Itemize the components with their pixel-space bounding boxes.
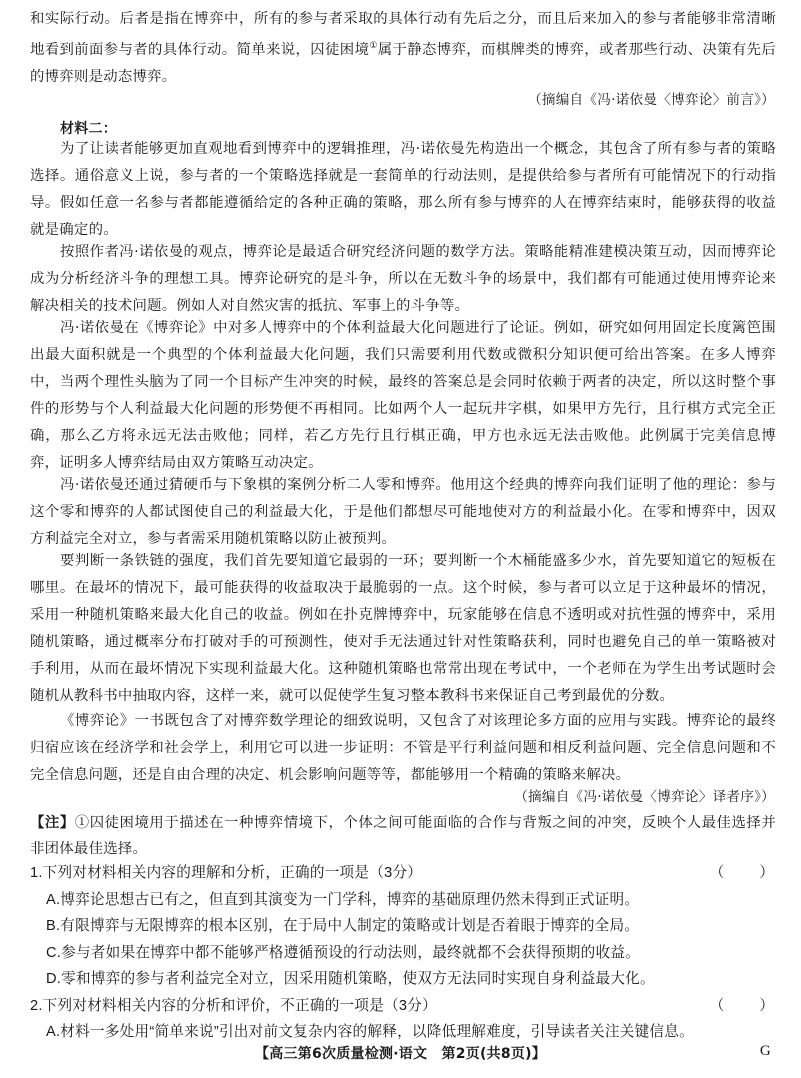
material-2-paragraph: 为了让读者能够更加直观地看到博弈中的逻辑推理，冯·诺依曼先构造出一个概念，其包含了所有参与者的策略选择。通俗意义上说，参与者的一个策略选择就是一套简单的行动法则，是提供给参与者所有可能情况下的行动指导。假如任意一名参与者都能遵循给定的各种正确的策略，那么所有参与博弈的人在博弈结束时，能够获得的收益就是确定的。: [30, 141, 776, 238]
answer-blank-1[interactable]: （ ）: [709, 865, 776, 881]
answer-blank-2[interactable]: （ ）: [709, 998, 776, 1014]
footnote: [30, 810, 776, 862]
material-2-heading: 材料二：: [60, 121, 117, 137]
option-1a[interactable]: A.博弈论思想古已有之，但直到其演变为一门学科，博弈的基础原理仍然未得到正式证明。: [46, 892, 640, 908]
footer-code: G: [759, 1043, 771, 1059]
source-citation-1: （摘编自《冯·诺依曼〈博弈论〉前言》）: [528, 92, 775, 108]
question-1-stem: 1.下列对材料相关内容的理解和分析，正确的一项是（3分）: [30, 865, 423, 881]
option-1d[interactable]: D.零和博弈的参与者利益完全对立，因采用随机策略，使双方无法同时实现自身利益最大化。: [46, 971, 655, 987]
footnote-marker: ①: [369, 41, 378, 51]
material-2-paragraph: 冯·诺依曼还通过猜硬币与下象棋的案例分析二人零和博弈。他用这个经典的博弈向我们证明了他的理论：参与这个零和博弈的人都试图使自己的利益最大化，于是他们都想尽可能地使对方的利益最小化。在零和博弈中，因双方利益完全对立，参与者需采用随机策略以防止被预判。: [30, 477, 776, 547]
material-2-paragraph: 《博弈论》一书既包含了对博弈数学理论的细致说明，又包含了对该理论多方面的应用与实践。博弈论的最终归宿应该在经济学和社会学上，利用它可以进一步证明：不管是平行利益问题和相反利益问题、完全信息问题和不完全信息问题，还是自由合理的决定、机会影响问题等等，都能够用一个精确的策略来解决。: [30, 713, 776, 783]
option-1b[interactable]: B.有限博弈与无限博弈的根本区别，在于局中人制定的策略或计划是否着眼于博弈的全局。: [46, 918, 640, 934]
material-2-paragraph: 按照作者冯·诺依曼的观点，博弈论是最适合研究经济问题的数学方法。策略能精准建模决策互动，因而博弈论成为分析经济斗争的理想工具。博弈论研究的是斗争，所以在无数斗争的场景中，我们都有可能通过使用博弈论来解决相关的技术问题。例如人对自然灾害的抵抗、军事上的斗争等。: [30, 244, 776, 314]
page-footer: [0, 1043, 801, 1065]
question-2-stem: 2.下列对材料相关内容的分析和评价，不正确的一项是（3分）: [30, 998, 437, 1014]
option-2a[interactable]: A.材料一多处用“简单来说”引出对前文复杂内容的解释，以降低理解难度，引导读者关注关键信息。: [46, 1024, 694, 1040]
note-text: ①囚徒困境用于描述在一种博弈情境下，个体之间可能面临的合作与背叛之间的冲突，反映个人最佳选择并非团体最佳选择。: [30, 815, 776, 857]
material-2-paragraph: 要判断一条铁链的强度，我们首先要知道它最弱的一环；要判断一个木桶能盛多少水，首先要知道它的短板在哪里。在最坏的情况下，最可能获得的收益取决于最脆弱的一点。这个时候，参与者可以立足于这种最坏的情况，采用一种随机策略来最大化自己的收益。例如在扑克牌博弈中，玩家能够在信息不透明或对抗性强的博弈中，采用随机策略，通过概率分布打破对手的可预测性，使对手无法通过针对性策略获利，同时也避免自己的单一策略被对手利用，从而在最坏情况下实现利益最大化。这种随机策略也常常出现在考试中，一个老师在为学生出考试题时会随机从教科书中抽取内容，这样一来，就可以促使学生复习整本教科书来保证自己考到最优的分数。: [30, 553, 776, 704]
option-1c[interactable]: C.参与者如果在博弈中都不能够严格遵循预设的行动法则，最终就都不会获得预期的收益。: [46, 945, 641, 961]
note-label: 【注】: [30, 814, 75, 831]
footer-text: 【高三第6次质量检测·语文 第2页(共8页)】: [254, 1046, 547, 1062]
source-citation-2: （摘编自《冯·诺依曼〈博弈论〉译者序》）: [514, 789, 775, 805]
intro-paragraph: 和实际行动。后者是指在博弈中，所有的参与者采取的具体行动有先后之分，而且后来加入的参与者能够非常清晰地看到前面参与者的具体行动。简单来说，囚徒困境①属于静态博弈，而棋牌类的博弈，或者那些行动、决策有先后的博弈则是动态博弈。: [30, 11, 776, 85]
material-2-paragraph: 冯·诺依曼在《博弈论》中对多人博弈中的个体利益最大化问题进行了论证。例如，研究如何用固定长度篱笆围出最大面积就是一个典型的个体利益最大化问题，我们只需要利用代数或微积分知识便可给出答案。在多人博弈中，当两个理性头脑为了同一个目标产生冲突的时候，最终的答案总是会同时依赖于两者的决定，所以这时整个事件的形势与个人利益最大化问题的形势便不再相同。比如两个人一起玩井字棋，如果甲方先行，且行棋方式完全正确，那么乙方将永远无法击败他；同样，若乙方先行且行棋正确，甲方也永远无法击败他。此例属于完美信息博弈，证明多人博弈结局由双方策略互动决定。: [30, 320, 776, 471]
